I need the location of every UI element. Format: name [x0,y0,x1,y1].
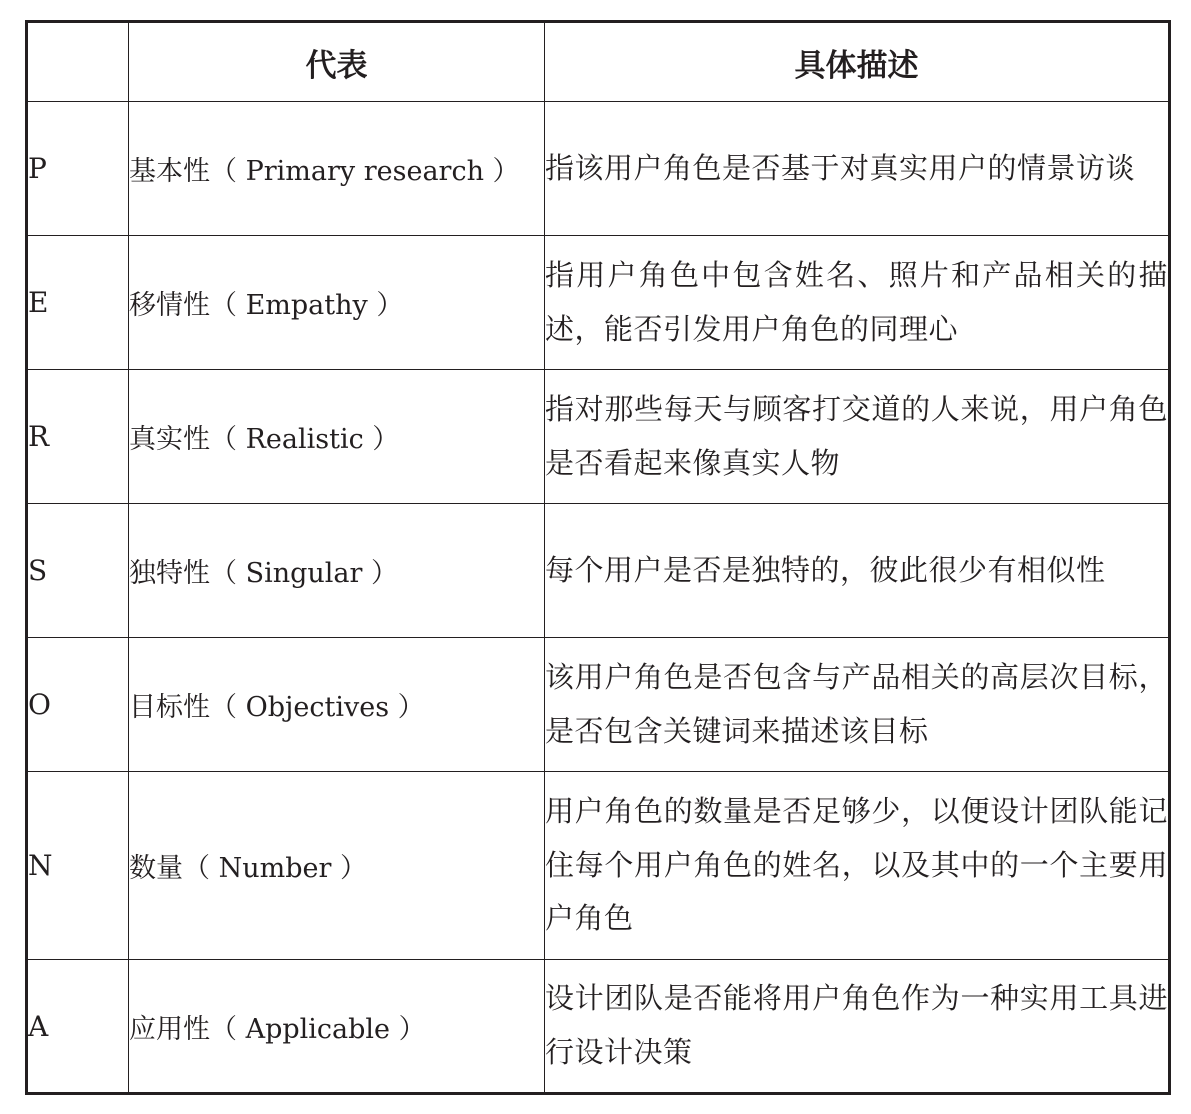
row-description: 指用户角色中包含姓名、照片和产品相关的描述，能否引发用户角色的同理心 [545,236,1170,370]
table-row [27,772,1170,960]
row-letter: R [27,370,129,504]
row-description: 用户角色的数量是否足够少，以便设计团队能记住每个用户角色的姓名，以及其中的一个主要用户角色 [545,772,1170,960]
row-name: 基本性（ Primary research ） [129,102,545,236]
persona-criteria-table [25,20,1171,1095]
row-description: 设计团队是否能将用户角色作为一种实用工具进行设计决策 [545,960,1170,1094]
row-description: 指对那些每天与顾客打交道的人来说，用户角色是否看起来像真实人物 [545,370,1170,504]
row-description: 指该用户角色是否基于对真实用户的情景访谈 [545,102,1170,236]
row-name: 移情性（ Empathy ） [129,236,545,370]
row-description: 该用户角色是否包含与产品相关的高层次目标，是否包含关键词来描述该目标 [545,638,1170,772]
row-name: 独特性（ Singular ） [129,504,545,638]
row-name: 应用性（ Applicable ） [129,960,545,1094]
table-row [27,960,1170,1094]
row-letter: S [27,504,129,638]
row-description: 每个用户是否是独特的，彼此很少有相似性 [545,504,1170,638]
row-name: 真实性（ Realistic ） [129,370,545,504]
row-letter: E [27,236,129,370]
row-name: 数量（ Number ） [129,772,545,960]
table-row [27,236,1170,370]
row-letter: A [27,960,129,1094]
table-row [27,638,1170,772]
header-row [27,22,1170,102]
row-letter: N [27,772,129,960]
row-name: 目标性（ Objectives ） [129,638,545,772]
table-row [27,370,1170,504]
table-row [27,504,1170,638]
header-name: 代表 [129,22,545,102]
row-letter: O [27,638,129,772]
row-letter: P [27,102,129,236]
header-letter [27,22,129,102]
header-description: 具体描述 [545,22,1170,102]
table-row [27,102,1170,236]
